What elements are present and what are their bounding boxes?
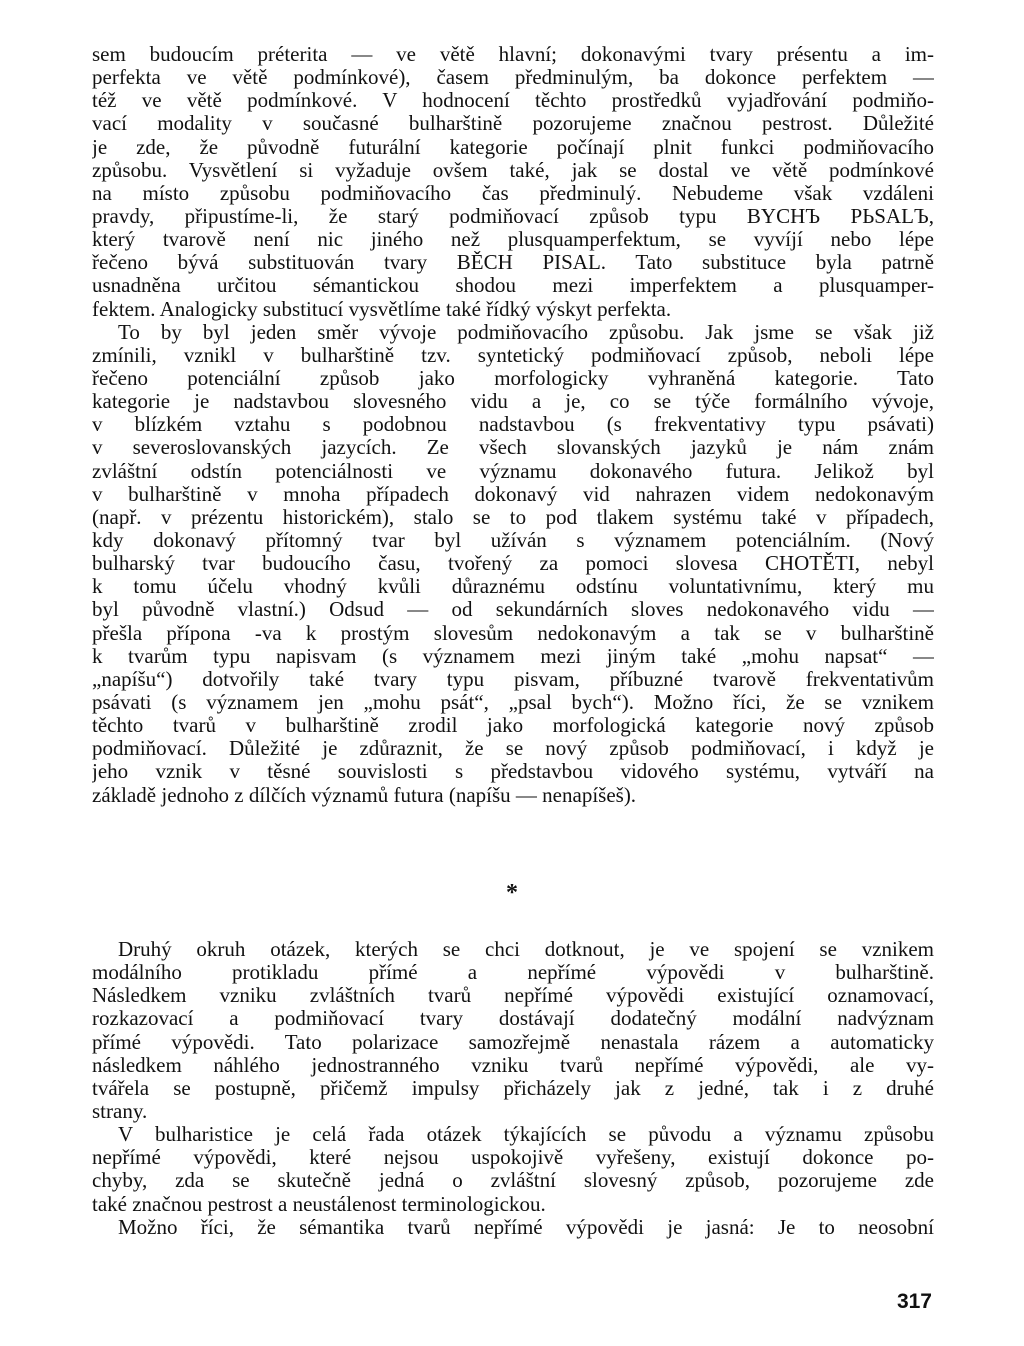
text-line: kdy dokonavý přítomný tvar byl užíván s významem potenciálním. (Nový <box>92 528 934 552</box>
text-line: usnadněna určitou sémantickou shodou mezi imperfektem a plusquamper- <box>92 274 934 298</box>
text-line: podmiňovací. Důležité je zdůraznit, že se nový způsob podmiňovací, i když je <box>92 737 934 761</box>
text-line: v bulharštině v mnoha případech dokonavý vid nahrazen videm nedokonavým <box>92 482 934 506</box>
text-line: strany. <box>92 1099 148 1123</box>
text-line: základě jednoho z dílčích významů futura (napíšu — nenapíšeš). <box>92 783 637 807</box>
text-line: Druhý okruh otázek, kterých se chci dotknout, je ve spojení se vznikem <box>118 938 934 961</box>
text-line: těchto tvarů v bulharštině zrodil jako morfologická kategorie nový způsob <box>92 714 934 738</box>
text-line: modálního protikladu přímé a nepřímé výpovědi v bulharštině. <box>92 961 934 985</box>
paragraph-block-1 <box>92 43 934 807</box>
text-line: chyby, zda se skutečně jedná o zvláštní slovesný způsob, pozorujeme zde <box>92 1169 934 1193</box>
text-line: přímé výpovědi. Tato polarizace samozřejmě nenastala rázem a automaticky <box>92 1030 934 1054</box>
text-line: v severoslovanských jazycích. Ze všech slovanských jazyků je nám znám <box>92 436 934 460</box>
text-line: „napíšu“) dotvořily také tvary typu pisvam, příbuzné tvarově frekventativům <box>92 667 934 691</box>
text-line: To by byl jeden směr vývoje podmiňovacího způsobu. Jak jsme se však již <box>118 320 934 344</box>
text-line: Možno říci, že sémantika tvarů nepřímé výpovědi je jasná: Je to neosobní <box>118 1215 934 1239</box>
paragraph-block-2 <box>92 938 934 1239</box>
text-line: (např. v prézentu historickém), stalo se to pod tlakem systému také v případech, <box>92 505 934 529</box>
text-line: způsobu. Vysvětlení si vyžaduje ovšem také, jak se dostal ve větě podmínkové <box>92 158 934 182</box>
text-line: fektem. Analogicky substitucí vysvětlíme také řídký výskyt perfekta. <box>92 297 672 321</box>
text-line: nepřímé výpovědi, které nejsou uspokojivě vyřešeny, existují dokonce po- <box>92 1146 934 1170</box>
text-line: tvářela se postupně, přičemž impulsy přicházely jak z jedné, tak i z druhé <box>92 1076 934 1100</box>
text-line: bulharský tvar budoucího času, tvořený za pomoci slovesa CHOTĚTI, nebyl <box>92 552 934 576</box>
text-line: Následkem vzniku zvláštních tvarů nepřímé výpovědi existující oznamovací, <box>92 984 934 1008</box>
section-divider-asterisk: * <box>506 880 518 906</box>
text-line: následkem náhlého jednostranného vzniku tvarů nepřímé výpovědi, ale vy- <box>92 1053 934 1077</box>
text-line: jeho vznik v těsné souvislosti s představbou vidového systému, vytváří na <box>92 760 934 784</box>
text-line: k tomu účelu vhodný kvůli důraznému odstínu voluntativnímu, který mu <box>92 575 934 599</box>
text-line: vací modality v současné bulharštině pozorujeme značnou pestrost. Důležité <box>92 112 934 136</box>
text-line: zmínili, vznikl v bulharštině tzv. syntetický podmiňovací způsob, neboli lépe <box>92 343 934 367</box>
text-line: psávati (s významem jen „mohu psát“, „psal bych“). Možno říci, že se vznikem <box>92 690 934 714</box>
text-line: byl původně vlastní.) Odsud — od sekundárních sloves nedokonavého vidu — <box>92 598 934 622</box>
text-line: který tvarově není nic jiného než plusquamperfektum, se vyvíjí nebo lépe <box>92 228 934 252</box>
text-line: pravdy, připustíme-li, že starý podmiňovací způsob typu BYCHЪ PЬSALЪ, <box>92 204 934 228</box>
text-line: V bulharistice je celá řada otázek týkajících se původu a významu způsobu <box>118 1123 934 1147</box>
text-line: na místo způsobu podmiňovacího čas předminulý. Nebudeme však vzdáleni <box>92 181 934 205</box>
text-line: sem budoucím préterita — ve větě hlavní; dokonavými tvary présentu a im- <box>92 43 934 66</box>
text-line: také značnou pestrost a neustálenost terminologickou. <box>92 1192 546 1216</box>
text-line: rozkazovací a podmiňovací tvary dostávají dodatečný modální nadvýznam <box>92 1007 934 1031</box>
text-line: zvláštní odstín potenciálnosti ve významu dokonavého futura. Jelikož byl <box>92 459 934 483</box>
text-line: řečeno bývá substituován tvary BĚCH PISAL. Tato substituce byla patrně <box>92 251 934 275</box>
text-line: též ve větě podmínkové. V hodnocení těchto prostředků vyjadřování podmiňo- <box>92 89 934 113</box>
page-number: 317 <box>896 1290 932 1313</box>
text-line: v blízkém vztahu s podobnou nadstavbou (s frekventativy typu psávati) <box>92 413 934 437</box>
text-line: k tvarům typu napisvam (s významem mezi jiným také „mohu napsat“ — <box>92 644 934 668</box>
text-line: je zde, že původně futurální kategorie počínají plnit funkci podmiňovacího <box>92 135 934 159</box>
text-line: kategorie je nadstavbou slovesného vidu a je, co se týče formálního vývoje, <box>92 390 934 414</box>
text-line: řečeno potenciální způsob jako morfologicky vyhraněná kategorie. Tato <box>92 366 934 390</box>
text-line: perfekta ve větě podmínkové), časem předminulým, ba dokonce perfektem — <box>92 66 934 90</box>
text-line: přešla přípona -va k prostým slovesům nedokonavým a tak se v bulharštině <box>92 621 934 645</box>
